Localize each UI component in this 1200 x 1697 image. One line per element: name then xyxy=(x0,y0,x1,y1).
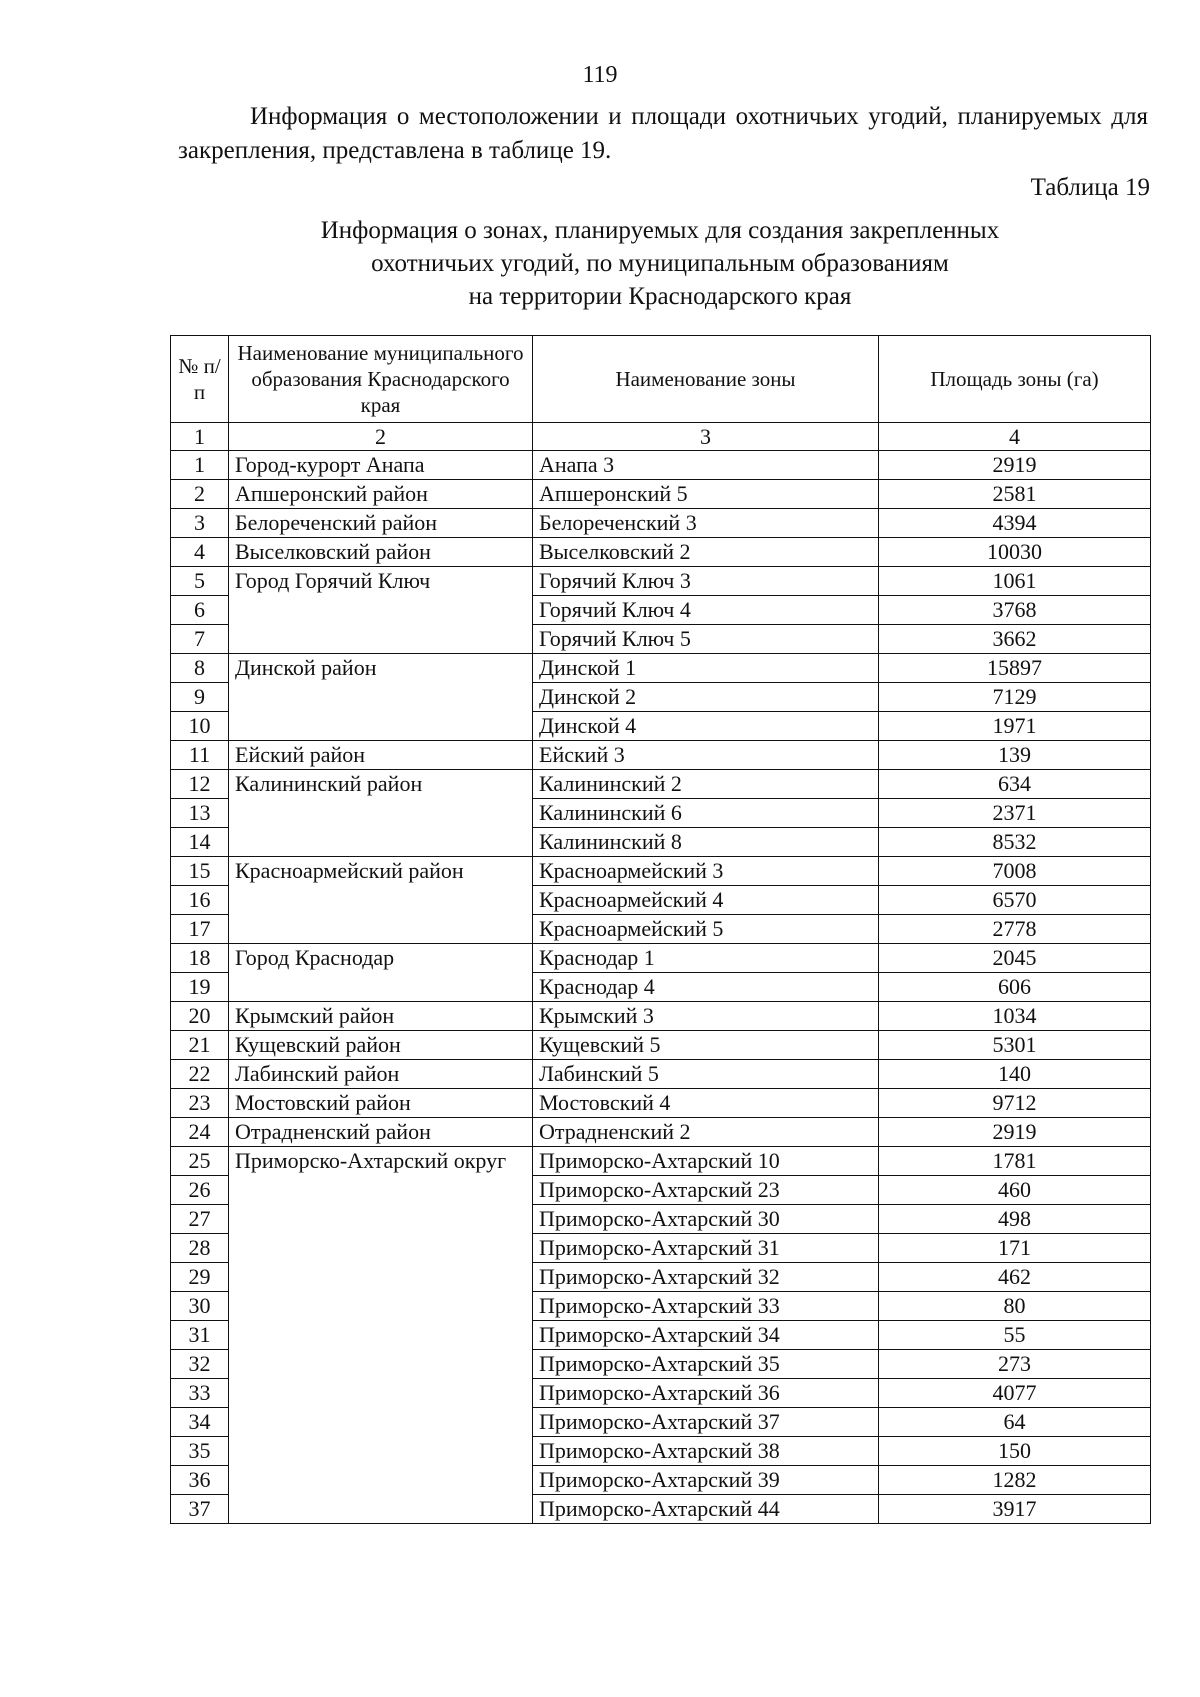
row-number: 19 xyxy=(171,973,229,1002)
row-number: 8 xyxy=(171,654,229,683)
row-number: 29 xyxy=(171,1263,229,1292)
row-number: 34 xyxy=(171,1408,229,1437)
row-number: 18 xyxy=(171,944,229,973)
municipality-name: Калининский район xyxy=(229,770,533,857)
zone-area: 1971 xyxy=(879,712,1151,741)
table-title-line: Информация о зонах, планируемых для создания закрепленных xyxy=(320,217,1000,244)
table-row xyxy=(171,944,1151,973)
row-number: 5 xyxy=(171,567,229,596)
zone-area: 1034 xyxy=(879,1002,1151,1031)
municipality-name: Кущевский район xyxy=(229,1031,533,1060)
header-num: № п/п xyxy=(171,336,229,423)
table-row xyxy=(171,1089,1151,1118)
zone-name: Анапа 3 xyxy=(533,451,879,480)
zone-name: Лабинский 5 xyxy=(533,1060,879,1089)
row-number: 26 xyxy=(171,1176,229,1205)
table-title-line: охотничьих угодий, по муниципальным образованиям xyxy=(371,250,949,277)
municipality-name: Город-курорт Анапа xyxy=(229,451,533,480)
zone-name: Отрадненский 2 xyxy=(533,1118,879,1147)
municipality-name: Динской район xyxy=(229,654,533,741)
row-number: 35 xyxy=(171,1437,229,1466)
zone-area: 139 xyxy=(879,741,1151,770)
zone-name: Краснодар 4 xyxy=(533,973,879,1002)
zone-area: 2581 xyxy=(879,480,1151,509)
zone-area: 3662 xyxy=(879,625,1151,654)
zone-area: 4077 xyxy=(879,1379,1151,1408)
table-row xyxy=(171,1031,1151,1060)
table-row xyxy=(171,509,1151,538)
table-row xyxy=(171,857,1151,886)
zone-area: 2919 xyxy=(879,451,1151,480)
row-number: 6 xyxy=(171,596,229,625)
zone-area: 8532 xyxy=(879,828,1151,857)
row-number: 7 xyxy=(171,625,229,654)
row-number: 37 xyxy=(171,1495,229,1524)
zone-name: Апшеронский 5 xyxy=(533,480,879,509)
table-row xyxy=(171,1002,1151,1031)
column-number: 2 xyxy=(229,423,533,451)
zone-area: 273 xyxy=(879,1350,1151,1379)
zone-name: Красноармейский 4 xyxy=(533,886,879,915)
zone-name: Красноармейский 5 xyxy=(533,915,879,944)
row-number: 25 xyxy=(171,1147,229,1176)
zone-area: 606 xyxy=(879,973,1151,1002)
table-header-row xyxy=(171,336,1151,423)
zone-area: 1061 xyxy=(879,567,1151,596)
zone-name: Калининский 6 xyxy=(533,799,879,828)
zone-area: 7008 xyxy=(879,857,1151,886)
zone-name: Приморско-Ахтарский 23 xyxy=(533,1176,879,1205)
row-number: 30 xyxy=(171,1292,229,1321)
table-row xyxy=(171,654,1151,683)
table-row xyxy=(171,538,1151,567)
table-row xyxy=(171,480,1151,509)
municipality-name: Красноармейский район xyxy=(229,857,533,944)
zone-name: Приморско-Ахтарский 10 xyxy=(533,1147,879,1176)
table-row xyxy=(171,1147,1151,1176)
municipality-name: Лабинский район xyxy=(229,1060,533,1089)
zone-area: 498 xyxy=(879,1205,1151,1234)
table-label: Таблица 19 xyxy=(1030,174,1150,201)
zone-name: Приморско-Ахтарский 32 xyxy=(533,1263,879,1292)
municipality-name: Приморско-Ахтарский округ xyxy=(229,1147,533,1524)
row-number: 4 xyxy=(171,538,229,567)
row-number: 24 xyxy=(171,1118,229,1147)
column-number: 3 xyxy=(533,423,879,451)
municipality-name: Мостовский район xyxy=(229,1089,533,1118)
row-number: 9 xyxy=(171,683,229,712)
page-number: 119 xyxy=(582,62,618,88)
column-number-row xyxy=(171,423,1151,451)
zone-name: Кущевский 5 xyxy=(533,1031,879,1060)
zone-area: 150 xyxy=(879,1437,1151,1466)
municipality-name: Город Краснодар xyxy=(229,944,533,1002)
row-number: 21 xyxy=(171,1031,229,1060)
row-number: 15 xyxy=(171,857,229,886)
zone-area: 10030 xyxy=(879,538,1151,567)
zone-name: Красноармейский 3 xyxy=(533,857,879,886)
intro-paragraph: Информация о местоположении и площади охотничьих угодий, планируемых для закрепления, представлена в таблице 19. xyxy=(178,103,1148,164)
zone-area: 3917 xyxy=(879,1495,1151,1524)
table-body xyxy=(171,423,1151,1524)
zone-area: 15897 xyxy=(879,654,1151,683)
zone-name: Приморско-Ахтарский 37 xyxy=(533,1408,879,1437)
zone-name: Горячий Ключ 4 xyxy=(533,596,879,625)
zone-name: Динской 4 xyxy=(533,712,879,741)
table-row xyxy=(171,567,1151,596)
header-area: Площадь зоны (га) xyxy=(879,336,1151,423)
municipality-name: Выселковский район xyxy=(229,538,533,567)
table-row xyxy=(171,1118,1151,1147)
zone-name: Приморско-Ахтарский 31 xyxy=(533,1234,879,1263)
table-row xyxy=(171,741,1151,770)
zone-name: Белореченский 3 xyxy=(533,509,879,538)
zone-area: 1781 xyxy=(879,1147,1151,1176)
zone-name: Калининский 8 xyxy=(533,828,879,857)
zone-name: Динской 1 xyxy=(533,654,879,683)
zone-area: 634 xyxy=(879,770,1151,799)
zones-table xyxy=(170,335,1151,1524)
column-number: 1 xyxy=(171,423,229,451)
zone-area: 1282 xyxy=(879,1466,1151,1495)
zone-area: 9712 xyxy=(879,1089,1151,1118)
row-number: 28 xyxy=(171,1234,229,1263)
zone-name: Выселковский 2 xyxy=(533,538,879,567)
zone-name: Ейский 3 xyxy=(533,741,879,770)
column-number: 4 xyxy=(879,423,1151,451)
row-number: 17 xyxy=(171,915,229,944)
header-municipality: Наименование муниципального образования Краснодарского края xyxy=(229,336,533,423)
zone-name: Горячий Ключ 3 xyxy=(533,567,879,596)
row-number: 36 xyxy=(171,1466,229,1495)
row-number: 27 xyxy=(171,1205,229,1234)
row-number: 13 xyxy=(171,799,229,828)
zone-area: 2778 xyxy=(879,915,1151,944)
zone-name: Крымский 3 xyxy=(533,1002,879,1031)
municipality-name: Белореченский район xyxy=(229,509,533,538)
zone-area: 64 xyxy=(879,1408,1151,1437)
municipality-name: Крымский район xyxy=(229,1002,533,1031)
table-row xyxy=(171,451,1151,480)
table-row xyxy=(171,770,1151,799)
zone-name: Приморско-Ахтарский 35 xyxy=(533,1350,879,1379)
zone-area: 460 xyxy=(879,1176,1151,1205)
zone-name: Калининский 2 xyxy=(533,770,879,799)
zone-area: 6570 xyxy=(879,886,1151,915)
municipality-name: Апшеронский район xyxy=(229,480,533,509)
zone-area: 80 xyxy=(879,1292,1151,1321)
row-number: 16 xyxy=(171,886,229,915)
zone-name: Динской 2 xyxy=(533,683,879,712)
zone-area: 2045 xyxy=(879,944,1151,973)
municipality-name: Отрадненский район xyxy=(229,1118,533,1147)
row-number: 10 xyxy=(171,712,229,741)
zone-name: Приморско-Ахтарский 34 xyxy=(533,1321,879,1350)
row-number: 32 xyxy=(171,1350,229,1379)
zone-area: 462 xyxy=(879,1263,1151,1292)
zone-name: Приморско-Ахтарский 38 xyxy=(533,1437,879,1466)
zone-name: Приморско-Ахтарский 36 xyxy=(533,1379,879,1408)
row-number: 31 xyxy=(171,1321,229,1350)
row-number: 22 xyxy=(171,1060,229,1089)
table-title-line: на территории Краснодарского края xyxy=(468,283,852,310)
row-number: 3 xyxy=(171,509,229,538)
zone-name: Краснодар 1 xyxy=(533,944,879,973)
table-title xyxy=(170,214,1150,313)
zone-area: 7129 xyxy=(879,683,1151,712)
zone-area: 5301 xyxy=(879,1031,1151,1060)
zone-name: Приморско-Ахтарский 33 xyxy=(533,1292,879,1321)
zone-area: 2371 xyxy=(879,799,1151,828)
zone-area: 2919 xyxy=(879,1118,1151,1147)
row-number: 2 xyxy=(171,480,229,509)
zone-area: 4394 xyxy=(879,509,1151,538)
municipality-name: Город Горячий Ключ xyxy=(229,567,533,654)
row-number: 23 xyxy=(171,1089,229,1118)
zone-area: 171 xyxy=(879,1234,1151,1263)
row-number: 12 xyxy=(171,770,229,799)
row-number: 1 xyxy=(171,451,229,480)
zone-area: 55 xyxy=(879,1321,1151,1350)
row-number: 11 xyxy=(171,741,229,770)
zone-name: Мостовский 4 xyxy=(533,1089,879,1118)
row-number: 33 xyxy=(171,1379,229,1408)
municipality-name: Ейский район xyxy=(229,741,533,770)
row-number: 14 xyxy=(171,828,229,857)
zone-area: 140 xyxy=(879,1060,1151,1089)
zone-name: Приморско-Ахтарский 30 xyxy=(533,1205,879,1234)
row-number: 20 xyxy=(171,1002,229,1031)
zone-name: Горячий Ключ 5 xyxy=(533,625,879,654)
header-zone: Наименование зоны xyxy=(533,336,879,423)
zone-name: Приморско-Ахтарский 44 xyxy=(533,1495,879,1524)
zone-name: Приморско-Ахтарский 39 xyxy=(533,1466,879,1495)
table-row xyxy=(171,1060,1151,1089)
zone-area: 3768 xyxy=(879,596,1151,625)
